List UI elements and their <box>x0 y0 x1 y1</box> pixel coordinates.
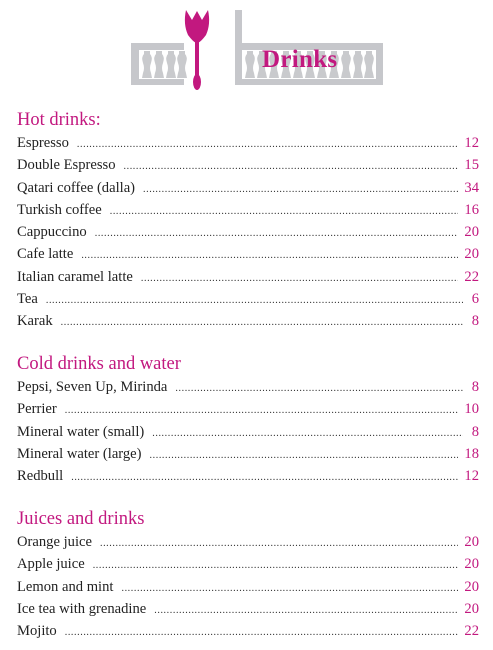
balustrade-decoration <box>0 0 493 100</box>
dot-leader <box>121 578 458 600</box>
dot-leader <box>93 555 459 577</box>
left-balustrade <box>131 43 187 85</box>
menu-item <box>17 310 479 332</box>
item-price: 12 <box>464 468 479 485</box>
item-price: 8 <box>471 313 479 330</box>
tulip-fork-icon <box>185 10 209 90</box>
item-price: 20 <box>464 578 479 595</box>
item-price: 10 <box>464 401 479 418</box>
item-price: 16 <box>464 201 479 218</box>
item-price: 20 <box>464 534 479 550</box>
item-list <box>17 531 479 642</box>
section-title: Hot drinks: <box>17 110 101 130</box>
dot-leader <box>81 245 458 267</box>
section-title: Cold drinks and water <box>17 354 181 374</box>
menu-item <box>17 132 479 154</box>
dot-leader <box>175 378 463 400</box>
section-juices <box>17 507 479 642</box>
item-list <box>17 132 479 333</box>
item-list <box>17 376 479 487</box>
menu-item <box>17 288 479 310</box>
item-name: Karak <box>17 313 53 330</box>
section-cold-drinks <box>17 352 479 487</box>
item-name: Italian caramel latte <box>17 268 133 285</box>
item-price: 12 <box>464 135 479 151</box>
item-price: 20 <box>464 556 479 573</box>
dot-leader <box>46 290 463 312</box>
item-price: 34 <box>464 179 479 196</box>
menu-item <box>17 421 479 443</box>
item-name: Mojito <box>17 623 57 640</box>
item-price: 20 <box>464 246 479 263</box>
menu-item <box>17 620 479 642</box>
item-price: 15 <box>464 157 479 174</box>
item-name: Perrier <box>17 401 57 418</box>
item-name: Redbull <box>17 468 64 485</box>
item-name: Pepsi, Seven Up, Mirinda <box>17 379 168 395</box>
item-name: Tea <box>17 291 38 308</box>
menu-item <box>17 531 479 553</box>
dot-leader <box>141 268 459 290</box>
menu-item <box>17 243 479 265</box>
item-price: 6 <box>471 291 479 308</box>
dot-leader <box>100 533 458 555</box>
item-name: Ice tea with grenadine <box>17 600 147 617</box>
item-name: Cappuccino <box>17 224 87 241</box>
dot-leader <box>61 312 463 334</box>
item-name: Turkish coffee <box>17 201 102 218</box>
dot-leader <box>154 600 458 622</box>
menu-item <box>17 221 479 243</box>
item-price: 8 <box>471 379 479 395</box>
menu-item <box>17 553 479 575</box>
dot-leader <box>95 223 459 245</box>
item-name: Lemon and mint <box>17 578 114 595</box>
menu-item <box>17 376 479 398</box>
menu-item <box>17 398 479 420</box>
item-price: 18 <box>464 445 479 462</box>
item-name: Mineral water (large) <box>17 445 142 462</box>
dot-leader <box>77 134 459 156</box>
item-price: 22 <box>464 268 479 285</box>
menu-item <box>17 266 479 288</box>
item-name: Double Espresso <box>17 157 116 174</box>
item-name: Espresso <box>17 135 69 151</box>
section-hot-drinks <box>17 108 479 333</box>
item-name: Cafe latte <box>17 246 74 263</box>
dot-leader <box>143 179 458 201</box>
item-price: 22 <box>464 623 479 640</box>
menu-item <box>17 154 479 176</box>
dot-leader <box>65 400 459 422</box>
dot-leader <box>65 622 459 644</box>
item-name: Orange juice <box>17 534 92 550</box>
item-price: 20 <box>464 600 479 617</box>
menu-item <box>17 465 479 487</box>
item-name: Apple juice <box>17 556 85 573</box>
dot-leader <box>150 445 459 467</box>
menu-item <box>17 598 479 620</box>
dot-leader <box>110 201 459 223</box>
item-price: 20 <box>464 224 479 241</box>
section-title: Juices and drinks <box>17 509 145 529</box>
menu-item <box>17 576 479 598</box>
menu-header <box>0 0 493 100</box>
dot-leader <box>71 467 458 489</box>
item-name: Mineral water (small) <box>17 423 145 440</box>
item-name: Qatari coffee (dalla) <box>17 179 136 196</box>
menu-item <box>17 177 479 199</box>
item-price: 8 <box>471 423 479 440</box>
dot-leader <box>152 423 463 445</box>
page-title: Drinks <box>262 46 338 73</box>
menu-item <box>17 443 479 465</box>
menu-item <box>17 199 479 221</box>
dot-leader <box>124 156 459 178</box>
